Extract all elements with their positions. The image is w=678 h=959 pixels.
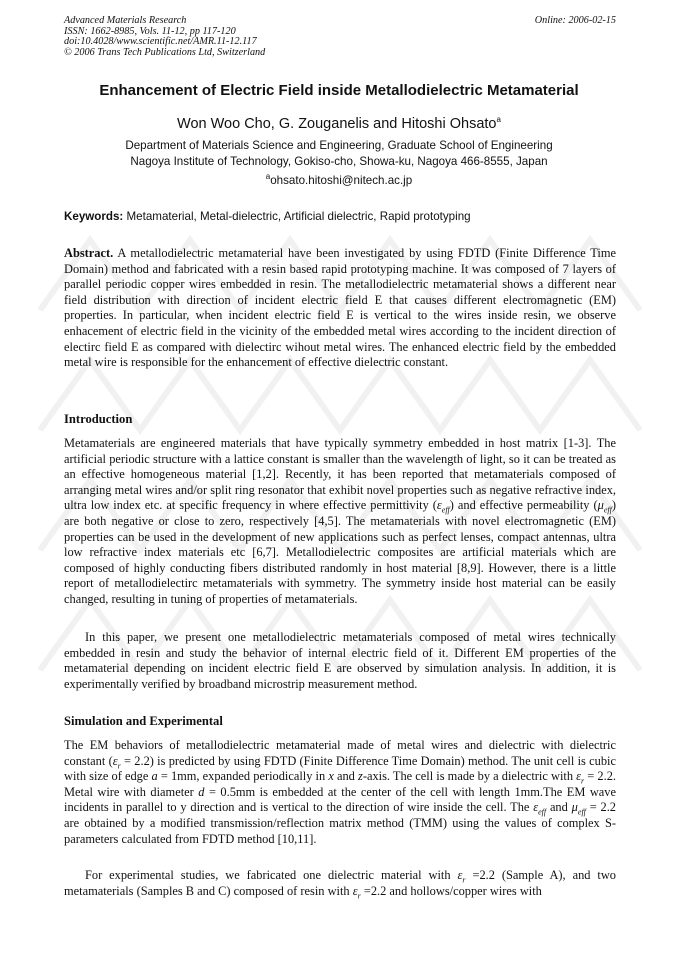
epsilon-glyph: ε bbox=[576, 769, 582, 784]
epsilon-glyph: ε bbox=[112, 753, 118, 768]
keywords-label: Keywords: bbox=[64, 210, 124, 223]
author-affiliation-marker: a bbox=[496, 115, 501, 125]
var-d: d bbox=[198, 784, 205, 799]
sim-text-c: = 1mm, expanded periodically in bbox=[157, 769, 329, 784]
affiliation bbox=[0, 138, 678, 169]
sim-text-e: = 2.2. Metal wire with diameter bbox=[64, 769, 616, 799]
sim-text-a: The EM behaviors of metallodielectric metamaterial made of metal wires and dielectric with dielectric constant ( bbox=[64, 738, 616, 768]
epsilon-r-symbol bbox=[457, 868, 466, 885]
var-z: z bbox=[357, 769, 363, 784]
r-subscript: r bbox=[357, 891, 361, 901]
sim2-text-b: =2.2 (Sample A), and two metamaterials (Samples B and C) composed of resin with bbox=[64, 868, 616, 898]
simulation-heading: Simulation and Experimental bbox=[64, 714, 223, 728]
introduction-paragraph-1 bbox=[64, 436, 616, 608]
affiliation-line-2: Nagoya Institute of Technology, Gokiso-cho, Showa-ku, Nagoya 466-8555, Japan bbox=[130, 154, 548, 168]
journal-copyright: © 2006 Trans Tech Publications Ltd, Switzerland bbox=[64, 46, 266, 58]
epsilon-glyph: ε bbox=[533, 800, 539, 815]
mu-glyph: μ bbox=[571, 800, 578, 815]
introduction-heading: Introduction bbox=[64, 412, 133, 426]
r-subscript: r bbox=[581, 776, 585, 786]
introduction-paragraph-2: In this paper, we present one metallodielectric metamaterials composed of metal wires technically embedded in resin and study the behavior of internal electric field of it. Different EM properties of the metamaterial depending on incident electric field E are observed by simulation analysis. In addition, it is experimentally verified by broadband microstrip measurement method. bbox=[64, 630, 616, 691]
email-marker: a bbox=[265, 172, 271, 182]
author-names: Won Woo Cho, G. Zouganelis and Hitoshi Ohsato bbox=[177, 116, 497, 132]
intro-text-c: ) are both negative or close to zero, respectively [4,5]. The metamaterials with novel electromagnetic (EM) properties can be used in the development of new applications such as perfect lenses, compact antennas, ultra low refractive index materials etc [6,7]. Metallodielectric composites are artificial materials which are composed of highly conducting fibers distributed randomly in host material [8,9]. However, there is a little report of metallodielectirc metamaterials with symmetry. The symmetry inside host material can be easily changed, resulting in tuning of properties of metamaterials. bbox=[64, 498, 616, 606]
intro-text-b: ) and effective permeability ( bbox=[449, 498, 598, 513]
journal-name: Advanced Materials Research bbox=[64, 15, 187, 26]
epsilon-r-symbol bbox=[112, 753, 121, 771]
eff-subscript: eff bbox=[577, 807, 586, 817]
sim-text-h: = 2.2 are obtained by a modified transmission/reflection matrix method (TMM) using the values of complex S-parameters calculated from FDTD method [10,11]. bbox=[64, 800, 616, 846]
author-email bbox=[0, 174, 678, 187]
journal-doi: doi:10.4028/www.scientific.net/AMR.11-12.117 bbox=[64, 36, 257, 48]
sim-text-b: = 2.2) is predicted by using FDTD (Finite Difference Time Domain) method. The unit cell is cubic with size of edge bbox=[64, 753, 616, 784]
email-address: ohsato.hitoshi@nitech.ac.jp bbox=[270, 174, 413, 187]
mu-eff-symbol bbox=[597, 498, 612, 515]
var-a: a bbox=[151, 769, 158, 784]
mu-glyph: μ bbox=[597, 498, 604, 513]
intro-text-a: Metamaterials are engineered materials that have typically symmetry embedded in host matrix [1-3]. The artificial periodic structure with a lattice constant is smaller than the wavelength of light, so it can be treated as an effective homogeneous material [1,2]. Recently, it has been reported that metamaterials composed of arranging metal wires and/or split ring resonator that exhibit novel properties such as negative refractive index, ultra low index etc. at specific frequency in where effective permittivity ( bbox=[64, 436, 616, 513]
epsilon-glyph: ε bbox=[457, 868, 463, 882]
mu-eff-symbol bbox=[571, 800, 586, 817]
epsilon-glyph: ε bbox=[352, 883, 358, 898]
abstract bbox=[64, 246, 616, 371]
online-date: Online: 2006-02-15 bbox=[534, 15, 616, 26]
affiliation-line-1: Department of Materials Science and Engineering, Graduate School of Engineering bbox=[125, 139, 553, 152]
epsilon-eff-symbol bbox=[533, 800, 547, 817]
epsilon-glyph: ε bbox=[436, 498, 442, 513]
sim2-text-c: =2.2 and hollows/copper wires with bbox=[360, 883, 542, 898]
var-x: x bbox=[328, 769, 334, 784]
sim-text-and: and bbox=[333, 769, 358, 784]
epsilon-r-symbol bbox=[576, 769, 585, 786]
abstract-label: Abstract. bbox=[64, 246, 114, 260]
epsilon-r-symbol bbox=[352, 883, 361, 901]
r-subscript: r bbox=[462, 875, 466, 885]
paper-authors bbox=[0, 116, 678, 132]
eff-subscript: eff bbox=[441, 505, 450, 515]
sim-text-f: = 0.5mm is embedded at the center of the cell with length 1mm.The EM wave incidents in parallel to y direction and is vertical to the direction of wire inside the cell. The bbox=[64, 784, 616, 815]
sim-text-g: and bbox=[546, 800, 572, 815]
paper-title: Enhancement of Electric Field inside Metallodielectric Metamaterial bbox=[99, 82, 579, 99]
eff-subscript: eff bbox=[603, 505, 612, 515]
sim2-text-a: For experimental studies, we fabricated one dielectric material with bbox=[85, 868, 458, 882]
r-subscript: r bbox=[117, 761, 121, 771]
simulation-paragraph-2 bbox=[64, 868, 616, 899]
journal-issn: ISSN: 1662-8985, Vols. 11-12, pp 117-120 bbox=[64, 25, 236, 37]
abstract-text: A metallodielectric metamaterial have been investigated by using FDTD (Finite Difference Time Domain) method and fabricated with a resin based rapid prototyping machine. It was composed of 7 layers of parallel periodic copper wires embedded in resin. The metallodielectric metamaterial shows a different near field distribution with direction of incident electric field E that causes different electromagnetic (EM) properties. In particular, when incident electric field E is vertical to the wires inside resin, we observe enhacement of electric field in the vicinity of the embedded metal wires according to the incident direction of electirc field E as compared with dielectirc wihout metal wires. The enhanced electric field by the embedded metal wire is responsible for the enhancement of effective dielectric constant. bbox=[64, 246, 616, 370]
sim-text-d: -axis. The cell is made by a dielectric with bbox=[362, 769, 577, 784]
journal-header bbox=[64, 16, 616, 58]
keywords bbox=[64, 210, 616, 223]
epsilon-eff-symbol bbox=[436, 498, 450, 515]
keywords-text: Metamaterial, Metal-dielectric, Artificial dielectric, Rapid prototyping bbox=[126, 210, 471, 223]
eff-subscript: eff bbox=[538, 807, 547, 817]
simulation-paragraph-1 bbox=[64, 738, 616, 847]
